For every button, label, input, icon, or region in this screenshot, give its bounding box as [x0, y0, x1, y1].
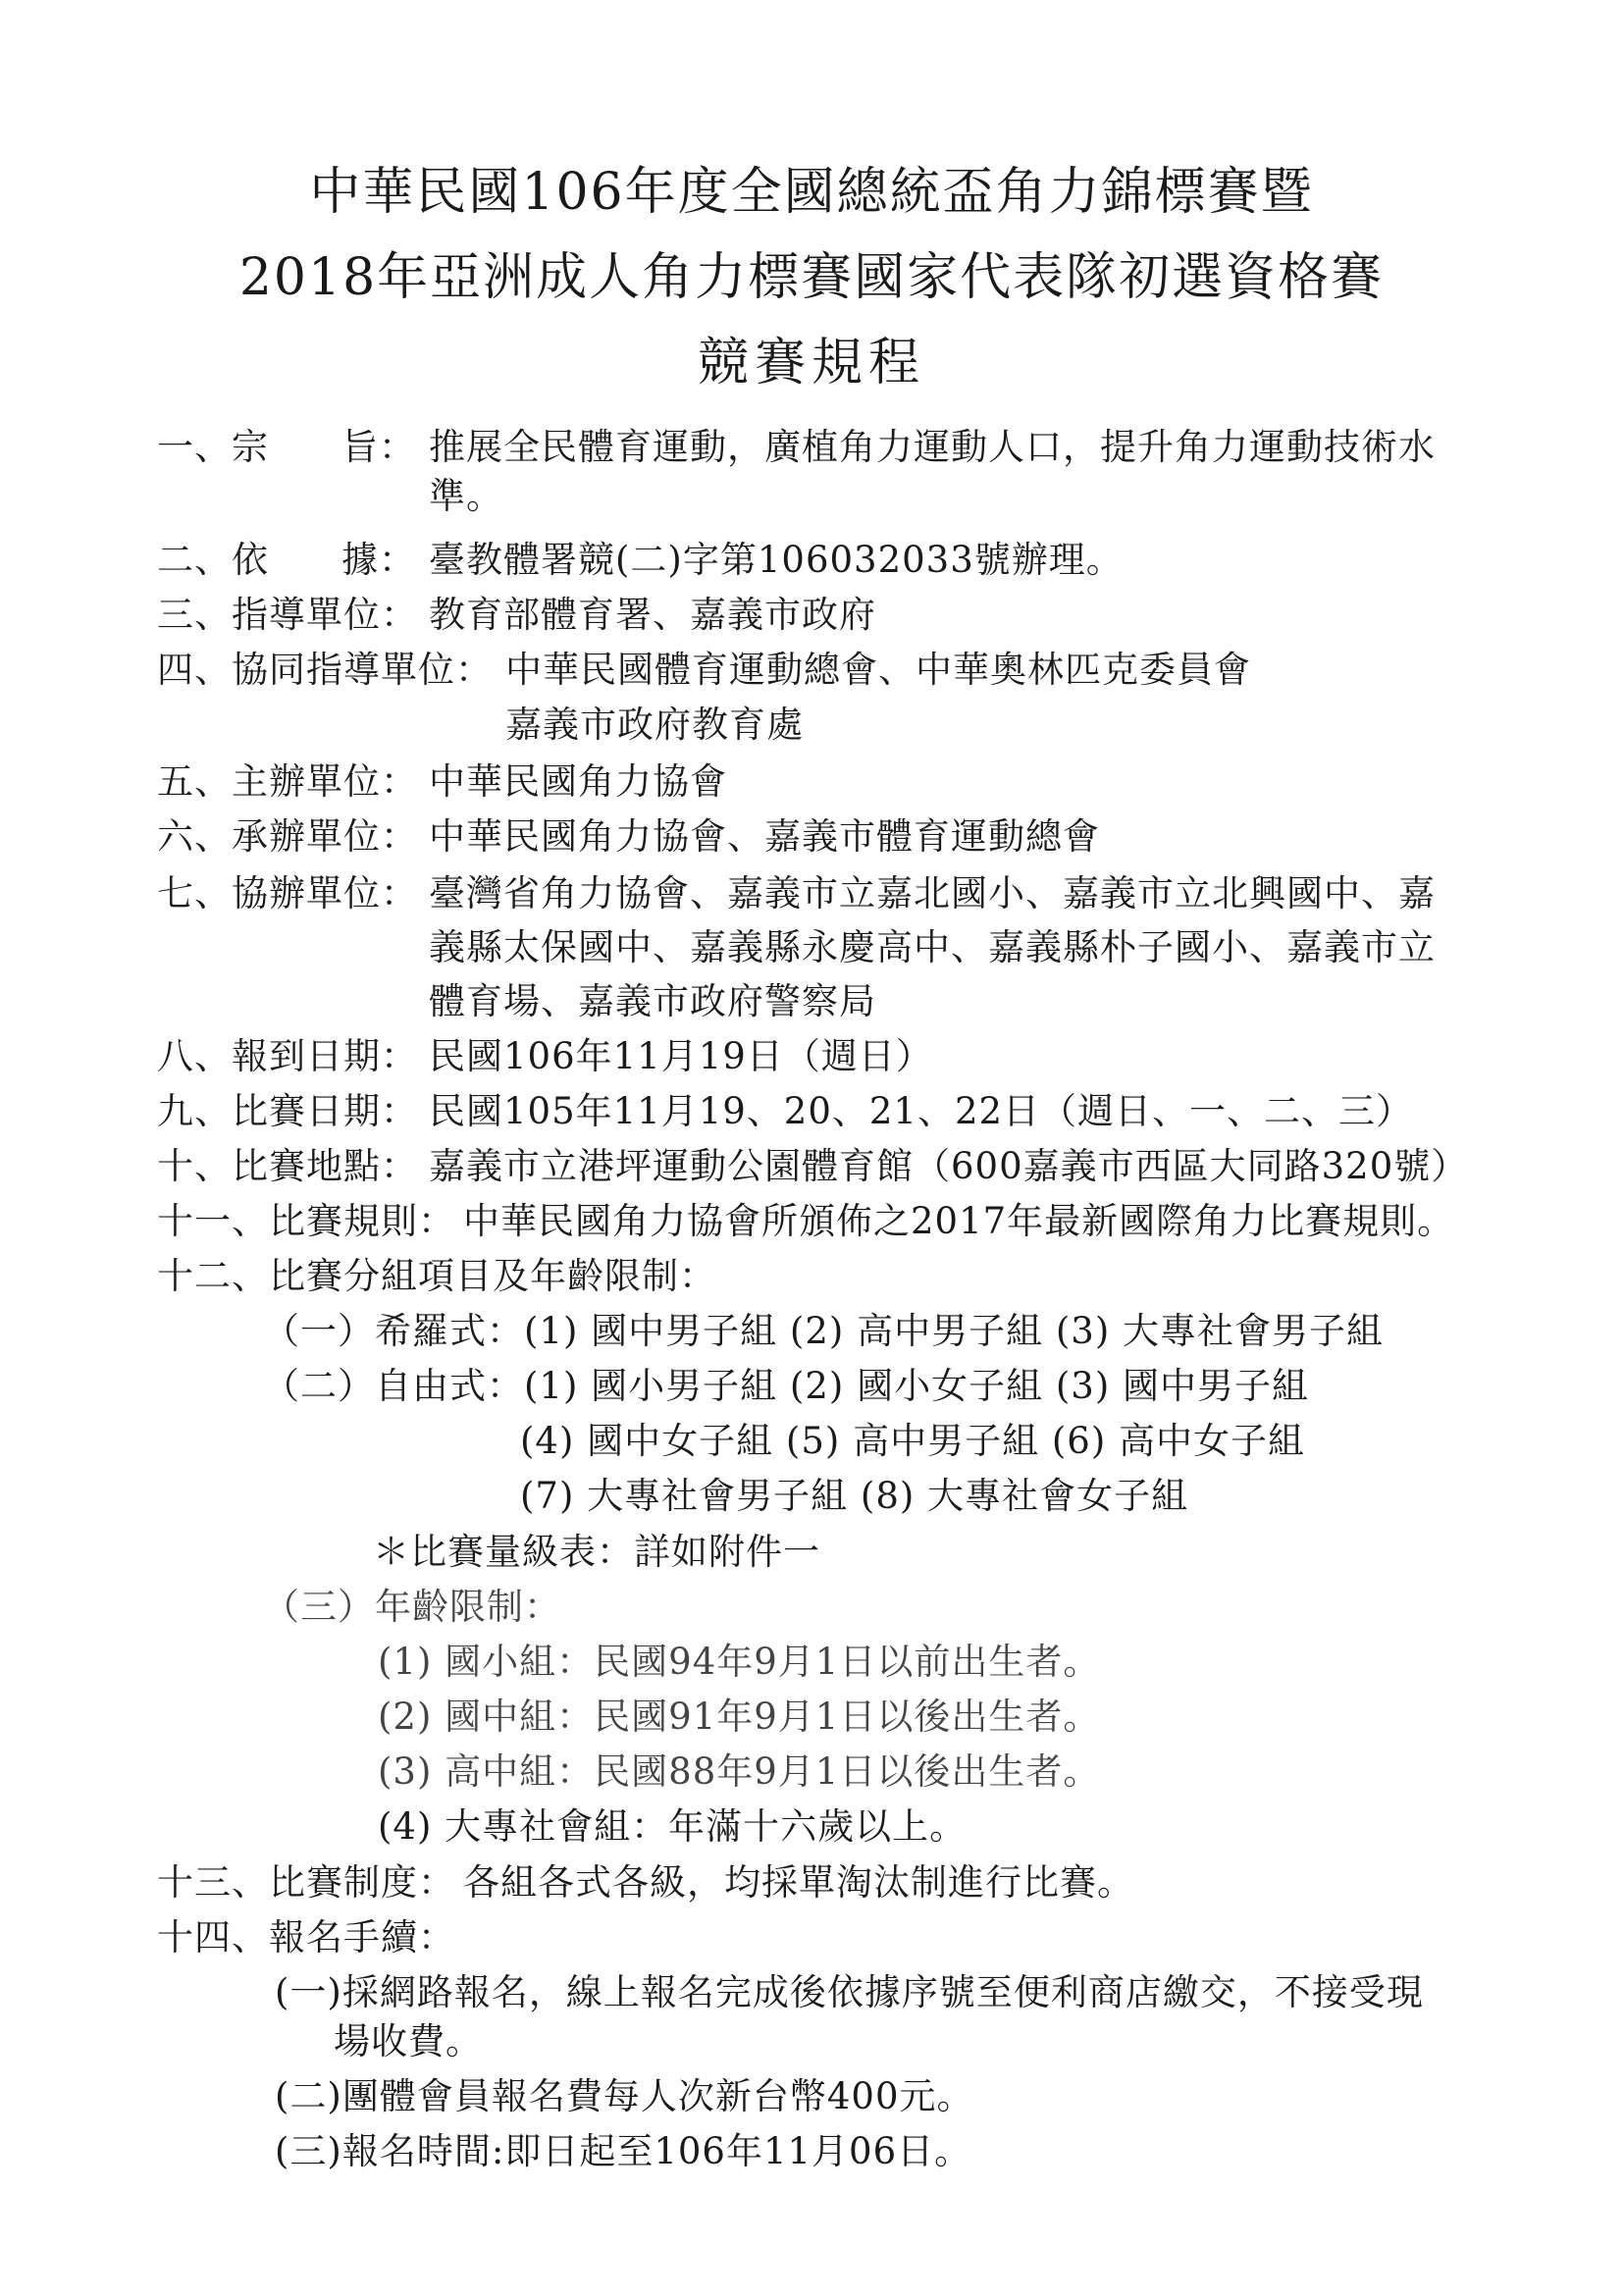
section-5-text: 中華民國角力協會 [429, 760, 727, 803]
label-char: 宗 [232, 426, 269, 468]
section-7-label: 七、協辦單位： [157, 872, 418, 914]
section-4-text-line-1: 中華民國體育運動總會、中華奧林匹克委員會 [505, 649, 1251, 691]
section-number: 二、 [157, 539, 232, 581]
section-1-text-line-2: 準。 [429, 475, 503, 517]
section-number: 一、 [157, 426, 232, 468]
section-6-text: 中華民國角力協會、嘉義市體育運動總會 [429, 815, 1100, 858]
section-12-weight-note: ＊比賽量級表：詳如附件一 [373, 1531, 820, 1573]
section-13-label: 十三、比賽制度： [157, 1861, 455, 1904]
section-14-item-3: (三)報名時間:即日起至106年11月06日。 [275, 2130, 972, 2172]
section-12-freestyle-line-2: (4) 國中女子組 (5) 高中男子組 (6) 高中女子組 [520, 1420, 1306, 1462]
section-1-text-line-1: 推展全民體育運動，廣植角力運動人口，提升角力運動技術水 [429, 426, 1436, 468]
label-char: 據： [341, 539, 416, 581]
section-4-label: 四、協同指導單位： [157, 649, 493, 691]
age-limit-junior-high: (2) 國中組：民國91年9月1日以後出生者。 [378, 1696, 1101, 1738]
section-12-freestyle-line-1: （二）自由式：(1) 國小男子組 (2) 國小女子組 (3) 國中男子組 [263, 1365, 1310, 1407]
section-12-label: 十二、比賽分組項目及年齡限制： [157, 1255, 716, 1297]
section-12-greco-roman: （一）希羅式：(1) 國中男子組 (2) 高中男子組 (3) 大專社會男子組 [263, 1310, 1385, 1352]
label-char: 旨： [341, 426, 416, 468]
title-line-2: 2018年亞洲成人角力標賽國家代表隊初選資格賽 [238, 248, 1385, 307]
age-limit-senior-high: (3) 高中組：民國88年9月1日以後出生者。 [378, 1750, 1101, 1793]
section-12-age-limit-label: （三）年齡限制： [263, 1586, 561, 1628]
section-10-text: 嘉義市立港坪運動公園體育館（600嘉義市西區大同路320號） [429, 1145, 1469, 1187]
section-10-label: 十、比賽地點： [157, 1145, 418, 1187]
section-9-text: 民國105年11月19、20、21、22日（週日、一、二、三） [429, 1090, 1414, 1132]
section-4-text-line-2: 嘉義市政府教育處 [505, 704, 804, 746]
section-11-text: 中華民國角力協會所頒佈之2017年最新國際角力比賽規則。 [463, 1200, 1455, 1242]
section-3-label: 三、指導單位： [157, 594, 418, 636]
section-7-text-line-3: 體育場、嘉義市政府警察局 [429, 980, 876, 1022]
title-line-3: 競賽規程 [697, 334, 925, 392]
section-14-item-1-line-2: 場收費。 [334, 2020, 483, 2062]
title-line-1: 中華民國106年度全國總統盃角力錦標賽暨 [309, 163, 1314, 222]
section-14-label: 十四、報名手續： [157, 1916, 455, 1958]
section-2-label [157, 539, 416, 581]
section-3-text: 教育部體育署、嘉義市政府 [429, 594, 876, 636]
section-12-freestyle-line-3: (7) 大專社會男子組 (8) 大專社會女子組 [520, 1475, 1189, 1517]
label-char: 依 [232, 539, 269, 581]
section-1-label [157, 426, 416, 468]
section-2-text: 臺教體署競(二)字第106032033號辦理。 [429, 539, 1124, 581]
age-limit-elementary: (1) 國小組：民國94年9月1日以前出生者。 [378, 1641, 1101, 1683]
section-14-item-1-line-1: (一)採網路報名，線上報名完成後依據序號至便利商店繳交，不接受現 [275, 1971, 1424, 2013]
section-7-text-line-1: 臺灣省角力協會、嘉義市立嘉北國小、嘉義市立北興國中、嘉 [429, 872, 1436, 914]
section-11-label: 十一、比賽規則： [157, 1200, 455, 1242]
section-5-label: 五、主辦單位： [157, 760, 418, 803]
section-6-label: 六、承辦單位： [157, 815, 418, 858]
age-limit-college-open: (4) 大專社會組：年滿十六歲以上。 [378, 1805, 968, 1848]
section-9-label: 九、比賽日期： [157, 1090, 418, 1132]
section-7-text-line-2: 義縣太保國中、嘉義縣永慶高中、嘉義縣朴子國小、嘉義市立 [429, 926, 1436, 968]
section-14-item-2: (二)團體會員報名費每人次新台幣400元。 [275, 2075, 974, 2117]
section-8-label: 八、報到日期： [157, 1035, 418, 1077]
section-8-text: 民國106年11月19日（週日） [429, 1035, 933, 1077]
section-13-text: 各組各式各級，均採單淘汰制進行比賽。 [463, 1861, 1134, 1904]
